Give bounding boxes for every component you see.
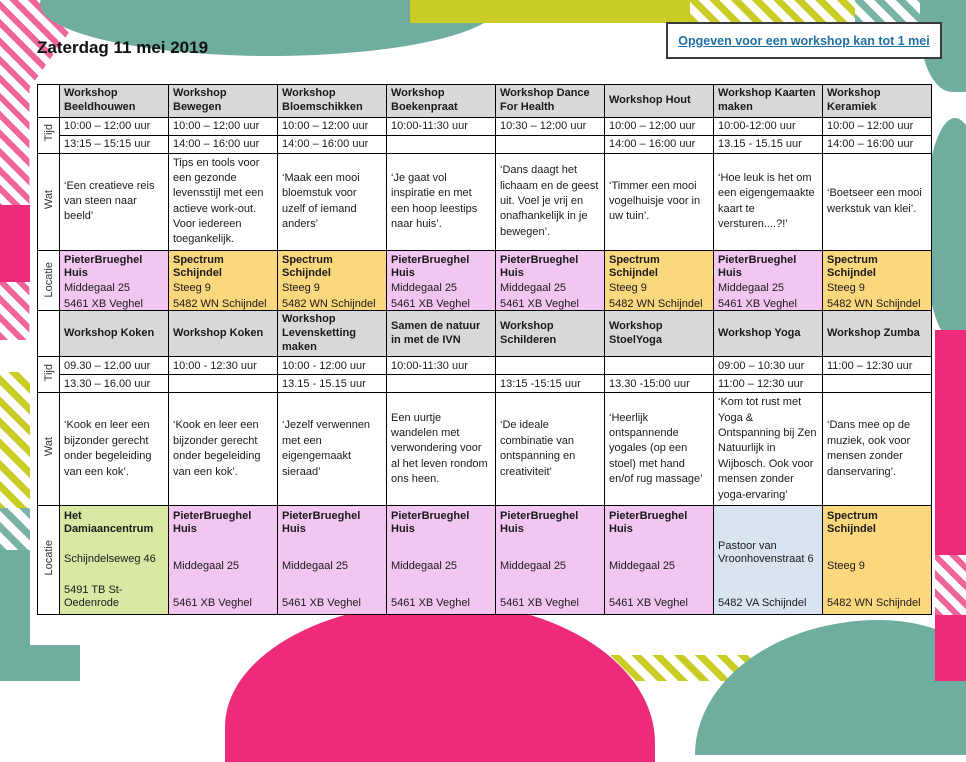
time-slot-cell: 11:00 – 12:30 uur: [823, 357, 932, 375]
location-cell: [823, 250, 932, 314]
location-name: Spectrum Schijndel: [827, 509, 878, 536]
time-slot-cell: [823, 375, 932, 393]
signup-link[interactable]: Opgeven voor een workshop kan tot 1 mei: [678, 33, 930, 48]
workshop-title-cell: Workshop Schilderen: [496, 311, 605, 357]
description-cell: ‘Kook en leer een bijzonder gerecht onder begeleiding van een kok’.: [169, 393, 278, 506]
location-cell: [387, 250, 496, 314]
row-label-text: Wat: [42, 189, 55, 209]
morning-schedule-table-host: [37, 84, 932, 315]
time-slot-cell: 14:00 – 16:00 uur: [278, 135, 387, 153]
location-city: 5461 XB Veghel: [500, 297, 579, 310]
location-name: PieterBrueghel Huis: [391, 509, 470, 536]
location-city: 5461 XB Veghel: [64, 297, 143, 310]
location-street: Middegaal 25: [64, 282, 131, 295]
time-slot-cell: 10:00 – 12:00 uur: [823, 117, 932, 135]
time-slot-cell: [496, 135, 605, 153]
location-street: Middegaal 25: [173, 559, 240, 572]
description-cell: ‘Een creatieve reis van steen naar beeld’: [60, 153, 169, 250]
location-cell: [169, 505, 278, 614]
time-slot-cell: 13.30 – 16.00 uur: [60, 375, 169, 393]
location-name: PieterBrueghel Huis: [64, 253, 143, 280]
location-street: Steeg 9: [827, 559, 865, 572]
location-city: 5461 XB Veghel: [173, 596, 252, 609]
description-cell: ‘Je gaat vol inspiratie en met een hoop leestips naar huis’.: [387, 153, 496, 250]
location-city: 5461 XB Veghel: [609, 596, 688, 609]
location-city: 5482 WN Schijndel: [827, 297, 921, 310]
location-city: 5482 WN Schijndel: [173, 297, 267, 310]
time-slot-cell: [387, 135, 496, 153]
location-name: PieterBrueghel Huis: [391, 253, 470, 280]
left-olive-stripes-decoration: [0, 372, 30, 512]
location-name: Het Damiaancentrum: [64, 509, 154, 536]
time-slot-cell: 10:00 – 12:00 uur: [278, 117, 387, 135]
time-slot-cell: [387, 375, 496, 393]
location-street: Steeg 9: [609, 282, 647, 295]
time-slot-cell: 14:00 – 16:00 uur: [169, 135, 278, 153]
row-label-text: Locatie: [42, 539, 55, 576]
description-cell: ‘Dans daagt het lichaam en de geest uit. Voel je vrij en onafhankelijk in je bewegen’.: [496, 153, 605, 250]
location-street: Steeg 9: [173, 282, 211, 295]
time-slot-cell: 10:00-11:30 uur: [387, 117, 496, 135]
time-slot-cell: 10:00-12:00 uur: [714, 117, 823, 135]
time-slot-cell: 09.30 – 12.00 uur: [60, 357, 169, 375]
corner-cell: [38, 311, 60, 357]
location-cell: [60, 250, 169, 314]
time-slot-cell: 14:00 – 16:00 uur: [823, 135, 932, 153]
location-city: 5461 XB Veghel: [718, 297, 797, 310]
workshop-title-cell: Workshop Koken: [60, 311, 169, 357]
time-slot-cell: [169, 375, 278, 393]
location-name: Spectrum Schijndel: [609, 253, 660, 280]
left-teal-stripes-decoration: [0, 508, 30, 553]
description-cell: ‘Maak een mooi bloemstuk voor uzelf of iemand anders’: [278, 153, 387, 250]
location-street: Schijndelseweg 46: [64, 553, 156, 566]
workshop-title-cell: Workshop Keramiek: [823, 85, 932, 118]
workshop-title-cell: Workshop Bewegen: [169, 85, 278, 118]
location-city: 5482 WN Schijndel: [282, 297, 376, 310]
location-street: Middegaal 25: [391, 282, 458, 295]
description-cell: ‘Boetseer een mooi werkstuk van klei’.: [823, 153, 932, 250]
location-name: PieterBrueghel Huis: [718, 253, 797, 280]
location-street: Middegaal 25: [282, 559, 349, 572]
workshop-schedule-table: [37, 310, 932, 615]
bottom-right-teal-blob-decoration: [695, 620, 966, 755]
location-city: 5482 WN Schijndel: [827, 596, 921, 609]
location-city: 5482 WN Schijndel: [609, 297, 703, 310]
workshop-schedule-table: [37, 84, 932, 315]
right-magenta-band-decoration: [935, 330, 966, 681]
location-street: Middegaal 25: [391, 559, 458, 572]
location-cell: [387, 505, 496, 614]
time-slot-cell: 13.15 - 15.15 uur: [278, 375, 387, 393]
description-cell: ‘Timmer een mooi vogelhuisje voor in uw tuin’.: [605, 153, 714, 250]
time-slot-cell: 13.30 -15:00 uur: [605, 375, 714, 393]
row-label-text: Tijd: [42, 123, 55, 142]
location-city: 5461 XB Veghel: [391, 596, 470, 609]
time-slot-cell: 10:00 - 12:30 uur: [169, 357, 278, 375]
description-cell: Tips en tools voor een gezonde levensstijl met een actieve work-out. Voor iedereen toegankelijk.: [169, 153, 278, 250]
location-cell: [714, 250, 823, 314]
location-street: Pastoor van Vroonhovenstraat 6: [718, 540, 814, 566]
description-cell: ‘Kook en leer een bijzonder gerecht onder begeleiding van een kok’.: [60, 393, 169, 506]
time-slot-cell: 10:00-11:30 uur: [387, 357, 496, 375]
description-cell: ‘Kom tot rust met Yoga & Ontspanning bij Zen Natuurlijk in Wijbosch. Ook voor mensen zonder yoga-ervaring’: [714, 393, 823, 506]
location-street: Middegaal 25: [718, 282, 785, 295]
workshop-title-cell: Workshop Bloemschikken: [278, 85, 387, 118]
description-cell: Een uurtje wandelen met verwondering voor al het leven rondom ons heen.: [387, 393, 496, 506]
location-name: Spectrum Schijndel: [282, 253, 333, 280]
time-slot-cell: 10:30 – 12:00 uur: [496, 117, 605, 135]
location-city: 5461 XB Veghel: [282, 596, 361, 609]
location-name: PieterBrueghel Huis: [500, 509, 579, 536]
location-street: Steeg 9: [282, 282, 320, 295]
time-slot-cell: 14:00 – 16:00 uur: [605, 135, 714, 153]
row-label-text: Locatie: [42, 262, 55, 298]
workshop-title-cell: Samen de natuur in met de IVN: [387, 311, 496, 357]
workshop-title-cell: Workshop Levensketting maken: [278, 311, 387, 357]
workshop-title-cell: Workshop StoelYoga: [605, 311, 714, 357]
location-cell: [169, 250, 278, 314]
time-slot-cell: 09:00 – 10:30 uur: [714, 357, 823, 375]
time-slot-cell: 10:00 - 12:00 uur: [278, 357, 387, 375]
bottom-left-teal-decoration: [0, 645, 80, 681]
row-label-tijd: [38, 117, 60, 153]
location-city: 5482 VA Schijndel: [718, 596, 807, 609]
time-slot-cell: 13:15 -15:15 uur: [496, 375, 605, 393]
workshop-title-cell: Workshop Yoga: [714, 311, 823, 357]
location-street: Middegaal 25: [500, 559, 567, 572]
location-cell: [278, 250, 387, 314]
workshop-title-cell: Workshop Kaarten maken: [714, 85, 823, 118]
description-cell: ‘Hoe leuk is het om een eigengemaakte kaart te versturen....?!’: [714, 153, 823, 250]
corner-cell: [38, 85, 60, 118]
location-cell: [496, 250, 605, 314]
row-label-locatie: [38, 250, 60, 314]
location-cell: [714, 505, 823, 614]
description-cell: ‘Dans mee op de muziek, ook voor mensen zonder danservaring’.: [823, 393, 932, 506]
location-cell: [823, 505, 932, 614]
workshop-title-cell: Workshop Boekenpraat: [387, 85, 496, 118]
row-label-text: Tijd: [42, 363, 55, 381]
location-cell: [278, 505, 387, 614]
location-name: PieterBrueghel Huis: [282, 509, 361, 536]
bottom-pink-blob-decoration: [225, 602, 655, 762]
time-slot-cell: 11:00 – 12:30 uur: [714, 375, 823, 393]
workshop-title-cell: Workshop Koken: [169, 311, 278, 357]
location-name: Spectrum Schijndel: [827, 253, 878, 280]
location-street: Steeg 9: [827, 282, 865, 295]
row-label-wat: [38, 153, 60, 250]
workshop-title-cell: Workshop Dance For Health: [496, 85, 605, 118]
second-schedule-table-host: [37, 310, 932, 615]
workshop-title-cell: Workshop Hout: [605, 85, 714, 118]
top-olive-stripes-decoration: [690, 0, 865, 23]
location-name: Spectrum Schijndel: [173, 253, 224, 280]
time-slot-cell: [496, 357, 605, 375]
location-city: 5461 XB Veghel: [391, 297, 470, 310]
description-cell: ‘Heerlijk ontspannende yogales (op een stoel) met hand en/of rug massage’: [605, 393, 714, 506]
row-label-wat: [38, 393, 60, 506]
location-street: Middegaal 25: [609, 559, 676, 572]
location-cell: [605, 250, 714, 314]
time-slot-cell: 13.15 - 15.15 uur: [714, 135, 823, 153]
time-slot-cell: 10:00 – 12:00 uur: [169, 117, 278, 135]
left-magenta-band-decoration: [0, 205, 30, 282]
time-slot-cell: 10:00 – 12:00 uur: [605, 117, 714, 135]
row-label-tijd: [38, 357, 60, 393]
time-slot-cell: [605, 357, 714, 375]
location-name: PieterBrueghel Huis: [609, 509, 688, 536]
row-label-text: Wat: [42, 437, 55, 457]
location-name: PieterBrueghel Huis: [173, 509, 252, 536]
location-cell: [605, 505, 714, 614]
description-cell: ‘Jezelf verwennen met een eigengemaakt sieraad’: [278, 393, 387, 506]
location-street: Middegaal 25: [500, 282, 567, 295]
signup-link-box: [666, 22, 942, 59]
workshop-title-cell: Workshop Beeldhouwen: [60, 85, 169, 118]
time-slot-cell: 13:15 – 15:15 uur: [60, 135, 169, 153]
description-cell: ‘De ideale combinatie van ontspanning en creativiteit’: [496, 393, 605, 506]
page-title: Zaterdag 11 mei 2019: [37, 38, 209, 57]
time-slot-cell: 10:00 – 12:00 uur: [60, 117, 169, 135]
location-city: 5461 XB Veghel: [500, 596, 579, 609]
row-label-locatie: [38, 505, 60, 614]
right-pink-stripes-decoration: [935, 555, 966, 615]
location-cell: [60, 505, 169, 614]
location-cell: [496, 505, 605, 614]
location-name: PieterBrueghel Huis: [500, 253, 579, 280]
location-city: 5491 TB St-Oedenrode: [64, 583, 123, 609]
workshop-title-cell: Workshop Zumba: [823, 311, 932, 357]
